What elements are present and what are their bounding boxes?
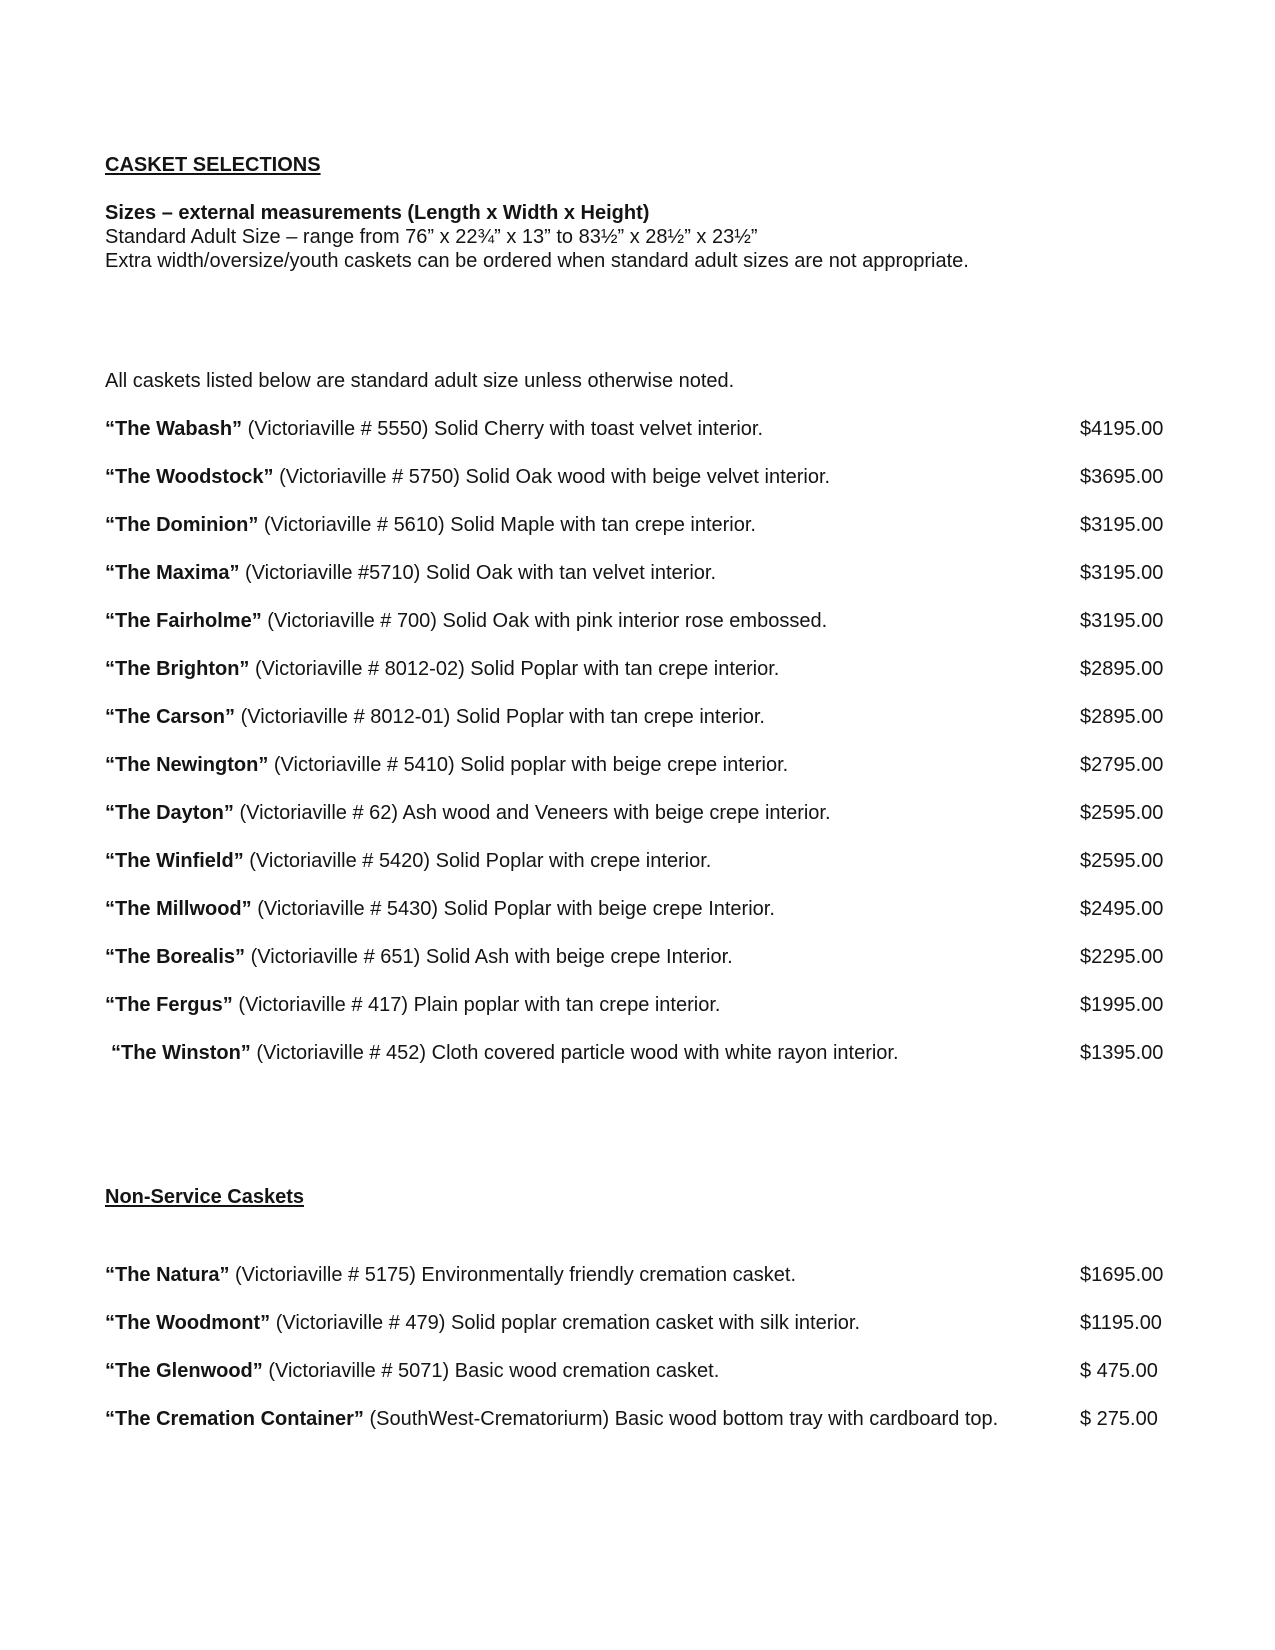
casket-row	[105, 753, 1205, 777]
casket-description	[105, 849, 711, 873]
casket-description	[105, 609, 827, 633]
casket-price: $2495.00	[1080, 898, 1164, 920]
casket-price: $3195.00	[1080, 610, 1164, 632]
casket-details: (Victoriaville # 5420) Solid Poplar with crepe interior.	[243, 850, 712, 872]
casket-description	[105, 561, 716, 585]
casket-description	[105, 465, 830, 489]
casket-description	[105, 1359, 719, 1383]
casket-price: $1395.00	[1080, 1042, 1164, 1064]
casket-price: $2595.00	[1080, 802, 1164, 824]
casket-details: (Victoriaville # 5750) Solid Oak wood with beige velvet interior.	[273, 466, 831, 488]
casket-details: (SouthWest-Crematoriurm) Basic wood bottom tray with cardboard top.	[363, 1408, 999, 1430]
casket-row	[105, 897, 1205, 921]
standard-size-note: All caskets listed below are standard adult size unless otherwise noted.	[105, 370, 735, 392]
casket-name: “The Brighton”	[105, 658, 250, 680]
standard-size-text: Standard Adult Size – range from 76” x 22¾” x 13” to 83½” x 28½” x 23½”	[105, 226, 758, 248]
casket-row	[105, 1359, 1205, 1383]
casket-name: “The Woodmont”	[105, 1312, 271, 1334]
casket-name: “The Newington”	[105, 754, 269, 776]
casket-details: (Victoriaville # 5430) Solid Poplar with beige crepe Interior.	[251, 898, 775, 920]
casket-price: $1195.00	[1080, 1312, 1162, 1334]
casket-row	[105, 561, 1205, 585]
casket-details: (Victoriaville # 5610) Solid Maple with tan crepe interior.	[258, 514, 756, 536]
casket-name: “The Maxima”	[105, 562, 240, 584]
casket-description	[105, 1407, 998, 1431]
sizes-heading: Sizes – external measurements (Length x Width x Height)	[105, 202, 650, 224]
casket-description	[105, 1263, 796, 1287]
casket-description	[105, 945, 733, 969]
casket-details: (Victoriaville # 452) Cloth covered particle wood with white rayon interior.	[250, 1042, 899, 1064]
casket-details: (Victoriaville # 5550) Solid Cherry with toast velvet interior.	[242, 418, 764, 440]
casket-price: $2795.00	[1080, 754, 1164, 776]
casket-price: $2895.00	[1080, 706, 1164, 728]
casket-row	[105, 657, 1205, 681]
casket-price: $2295.00	[1080, 946, 1164, 968]
casket-description	[105, 657, 779, 681]
casket-row	[105, 609, 1205, 633]
casket-details: (Victoriaville # 5175) Environmentally friendly cremation casket.	[229, 1264, 797, 1286]
casket-name: “The Dayton”	[105, 802, 234, 824]
casket-details: (Victoriaville # 651) Solid Ash with beige crepe Interior.	[245, 946, 733, 968]
casket-name: “The Cremation Container”	[105, 1408, 364, 1430]
casket-details: (Victoriaville # 5071) Basic wood cremation casket.	[262, 1360, 720, 1382]
casket-row	[105, 849, 1205, 873]
casket-price: $1995.00	[1080, 994, 1164, 1016]
casket-name: “The Wabash”	[105, 418, 243, 440]
non-service-heading: Non-Service Caskets	[105, 1186, 304, 1208]
casket-name: “The Fairholme”	[105, 610, 262, 632]
casket-name: “The Carson”	[105, 706, 236, 728]
casket-details: (Victoriaville # 8012-01) Solid Poplar with tan crepe interior.	[235, 706, 765, 728]
casket-name: “The Glenwood”	[105, 1360, 263, 1382]
casket-description	[105, 993, 720, 1017]
casket-row	[105, 1263, 1205, 1287]
casket-row	[105, 705, 1205, 729]
casket-description	[105, 513, 756, 537]
casket-price: $3195.00	[1080, 562, 1164, 584]
casket-name: “The Winston”	[111, 1042, 251, 1064]
casket-row	[105, 801, 1205, 825]
casket-name: “The Winfield”	[105, 850, 244, 872]
casket-price: $2595.00	[1080, 850, 1164, 872]
casket-description	[105, 705, 765, 729]
casket-name: “The Borealis”	[105, 946, 246, 968]
casket-row	[105, 993, 1205, 1017]
casket-name: “The Fergus”	[105, 994, 233, 1016]
extra-size-text: Extra width/oversize/youth caskets can be ordered when standard adult sizes are not appropriate.	[105, 250, 969, 272]
casket-name: “The Dominion”	[105, 514, 259, 536]
casket-description	[105, 1311, 860, 1335]
casket-details: (Victoriaville # 417) Plain poplar with tan crepe interior.	[232, 994, 721, 1016]
casket-price: $4195.00	[1080, 418, 1164, 440]
casket-details: (Victoriaville # 700) Solid Oak with pink interior rose embossed.	[261, 610, 828, 632]
casket-price: $3195.00	[1080, 514, 1164, 536]
casket-details: (Victoriaville #5710) Solid Oak with tan velvet interior.	[239, 562, 717, 584]
casket-description	[111, 1041, 899, 1065]
casket-row	[105, 465, 1205, 489]
casket-name: “The Natura”	[105, 1264, 230, 1286]
casket-price: $1695.00	[1080, 1264, 1164, 1286]
casket-description	[105, 753, 788, 777]
casket-row	[105, 417, 1205, 441]
casket-price: $ 275.00	[1080, 1408, 1158, 1430]
casket-row	[105, 1041, 1205, 1065]
casket-description	[105, 897, 775, 921]
casket-row	[105, 513, 1205, 537]
page-title: CASKET SELECTIONS	[105, 154, 321, 176]
casket-price: $3695.00	[1080, 466, 1164, 488]
casket-description	[105, 801, 831, 825]
casket-details: (Victoriaville # 5410) Solid poplar with beige crepe interior.	[268, 754, 789, 776]
casket-price: $ 475.00	[1080, 1360, 1158, 1382]
casket-details: (Victoriaville # 62) Ash wood and Veneers with beige crepe interior.	[233, 802, 831, 824]
casket-row	[105, 945, 1205, 969]
casket-details: (Victoriaville # 479) Solid poplar cremation casket with silk interior.	[270, 1312, 861, 1334]
casket-row	[105, 1407, 1205, 1431]
casket-name: “The Woodstock”	[105, 466, 274, 488]
casket-row	[105, 1311, 1205, 1335]
casket-price: $2895.00	[1080, 658, 1164, 680]
casket-details: (Victoriaville # 8012-02) Solid Poplar with tan crepe interior.	[249, 658, 780, 680]
casket-name: “The Millwood”	[105, 898, 252, 920]
casket-description	[105, 417, 763, 441]
